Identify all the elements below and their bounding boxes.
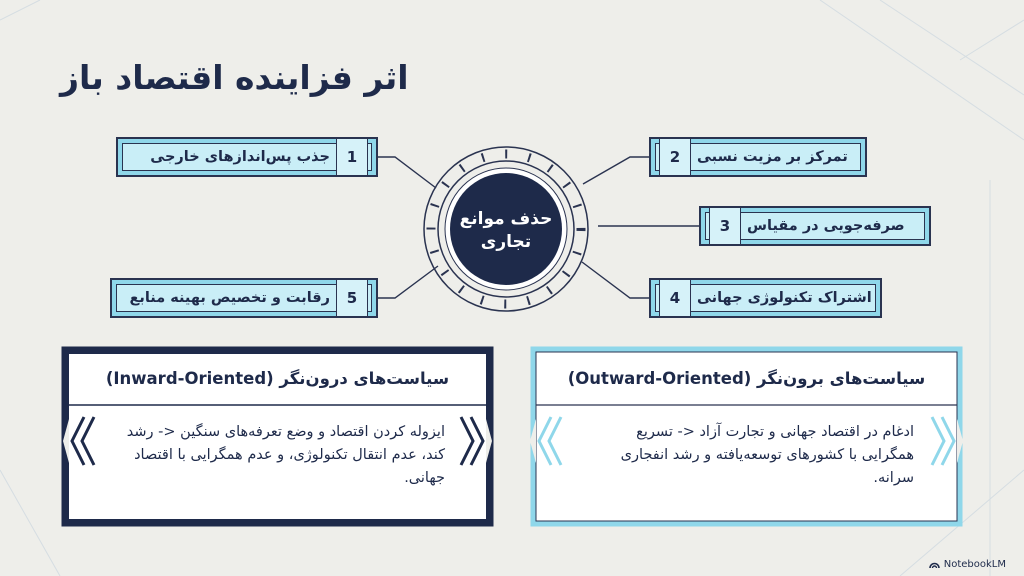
- factor-1-number: 1: [336, 139, 368, 175]
- brand-label: NotebookLM: [943, 559, 1006, 570]
- factor-1: [116, 137, 378, 177]
- connector-1: [377, 157, 436, 188]
- inward-policy-panel: [60, 345, 495, 528]
- factor-4-label: اشتراک تکنولوژی جهانی: [697, 290, 872, 306]
- inward-policy-title: سیاست‌های درون‌نگر (Inward-Oriented): [105, 368, 450, 388]
- connector-2: [583, 157, 650, 184]
- page-title: اثر فزاینده اقتصاد باز: [60, 58, 409, 97]
- factor-5-label: رقابت و تخصیص بهینه منابع: [129, 290, 330, 306]
- connector-4: [582, 262, 650, 298]
- factor-2: [649, 137, 867, 177]
- factor-4-number: 4: [659, 280, 691, 316]
- outward-policy-title: سیاست‌های برون‌نگر (Outward-Oriented): [567, 368, 926, 388]
- factor-5: [110, 278, 378, 318]
- factor-4: [649, 278, 882, 318]
- connector-5: [377, 266, 438, 298]
- factor-2-number: 2: [659, 139, 691, 175]
- factor-5-number: 5: [336, 280, 368, 316]
- hub-label: حذف موانع تجاری: [459, 209, 553, 252]
- notebooklm-logo-icon: [929, 561, 940, 569]
- factor-2-label: تمرکز بر مزیت نسبی: [697, 149, 848, 165]
- outward-policy-text: ادغام در اقتصاد جهانی و تجارت آزاد <- تسریع همگرایی با کشورهای توسعه‌یافته و رشد انفجاری سرانه.: [620, 424, 914, 487]
- factor-1-label: جذب پس‌اندازهای خارجی: [150, 149, 330, 165]
- brand-watermark: [929, 559, 1006, 570]
- outward-policy-panel: [529, 345, 964, 528]
- factor-3-label: صرفه‌جویی در مقیاس: [747, 218, 905, 234]
- inward-policy-text: ایزوله کردن اقتصاد و وضع تعرفه‌های سنگین <- رشد کند، عدم انتقال تکنولوژی، و عدم همگرایی با اقتصاد جهانی.: [126, 424, 445, 487]
- factor-3: [699, 206, 931, 246]
- factor-3-number: 3: [709, 208, 741, 244]
